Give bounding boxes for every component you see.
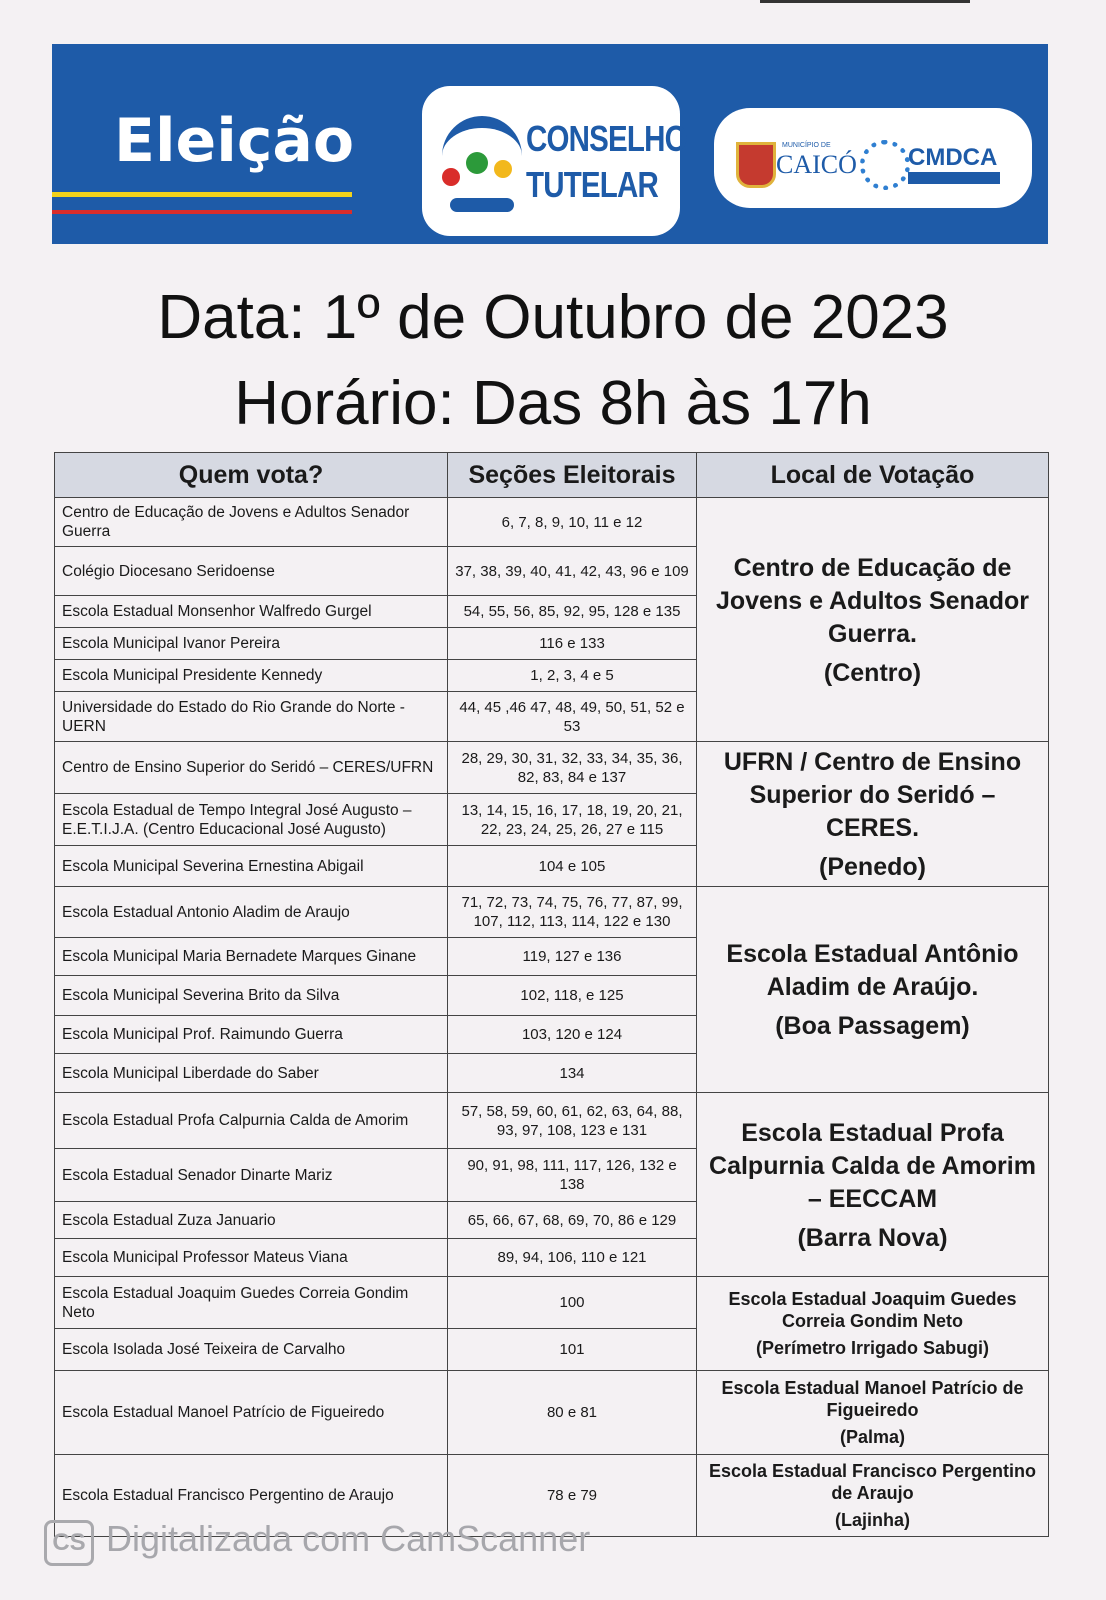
camscanner-badge-icon: CS (44, 1520, 94, 1566)
location-area: (Centro) (823, 658, 922, 687)
table-row (55, 1093, 1049, 1149)
camscanner-watermark (44, 1514, 684, 1568)
location-area: (Lajinha) (835, 1510, 910, 1530)
location-name: Escola Estadual Francisco Pergentino de Araujo (708, 1461, 1037, 1503)
who-cell: Escola Estadual Francisco Pergentino de Araujo (55, 1455, 448, 1537)
conselho-tutelar-logo (422, 86, 687, 236)
who-cell: Escola Municipal Prof. Raimundo Guerra (55, 1016, 448, 1054)
who-cell: Escola Estadual Monsenhor Walfredo Gurgel (55, 596, 448, 628)
sections-cell: 80 e 81 (448, 1371, 697, 1455)
who-cell: Centro de Educação de Jovens e Adultos Senador Guerra (55, 498, 448, 547)
who-cell: Centro de Ensino Superior do Seridó – CERES/UFRN (55, 742, 448, 794)
sections-cell: 103, 120 e 124 (448, 1016, 697, 1054)
cmdca-ring-icon (860, 140, 910, 190)
adult-figure-icon (466, 152, 488, 174)
child-figure-icon (442, 168, 460, 186)
table-row (55, 498, 1049, 547)
election-time: Horário: Das 8h às 17h (234, 369, 872, 438)
who-cell: Escola Isolada José Teixeira de Carvalho (55, 1329, 448, 1371)
who-cell: Escola Estadual Antonio Aladim de Araujo (55, 887, 448, 938)
caico-cmdca-logo (714, 108, 1032, 208)
who-cell: Escola Estadual de Tempo Integral José Augusto – E.E.T.I.J.A. (Centro Educacional José Augusto) (55, 794, 448, 846)
header-location: Local de Votação (697, 453, 1049, 498)
who-cell: Escola Municipal Severina Ernestina Abigail (55, 846, 448, 887)
sections-cell: 44, 45 ,46 47, 48, 49, 50, 51, 52 e 53 (448, 692, 697, 742)
table-row (55, 1277, 1049, 1329)
voting-table (54, 452, 1049, 1537)
location-name: UFRN / Centro de Ensino Superior do Seridó – CERES. (723, 748, 1022, 842)
sections-cell: 78 e 79 (448, 1455, 697, 1537)
location-name: Escola Estadual Manoel Patrício de Figueiredo (721, 1378, 1024, 1420)
sections-cell: 104 e 105 (448, 846, 697, 887)
sections-cell: 13, 14, 15, 16, 17, 18, 19, 20, 21, 22, 23, 24, 25, 26, 27 e 115 (448, 794, 697, 846)
election-date: Data: 1º de Outubro de 2023 (157, 283, 949, 352)
sections-cell: 1, 2, 3, 4 e 5 (448, 660, 697, 692)
header-who: Quem vota? (55, 453, 448, 498)
caico-crest-icon (736, 142, 776, 188)
sections-cell: 100 (448, 1277, 697, 1329)
location-name: Centro de Educação de Jovens e Adultos Senador Guerra. (715, 553, 1030, 648)
who-cell: Escola Estadual Joaquim Guedes Correia Gondim Neto (55, 1277, 448, 1329)
who-cell: Escola Municipal Ivanor Pereira (55, 628, 448, 660)
table-row (55, 742, 1049, 794)
banner-stripe-red (52, 210, 352, 214)
location-cell (697, 742, 1049, 887)
child-figure-icon (494, 160, 512, 178)
banner-title: Eleição (114, 106, 355, 176)
sections-cell: 28, 29, 30, 31, 32, 33, 34, 35, 36, 82, 83, 84 e 137 (448, 742, 697, 794)
city-sub-label: MUNICÍPIO DE (782, 142, 831, 149)
location-area: (Perímetro Irrigado Sabugi) (755, 1338, 990, 1358)
top-edge-line (760, 0, 970, 3)
location-cell (697, 498, 1049, 742)
header-sections: Seções Eleitorais (448, 453, 697, 498)
who-cell: Escola Estadual Profa Calpurnia Calda de Amorim (55, 1093, 448, 1149)
table-header-row (55, 453, 1049, 498)
table-row (55, 887, 1049, 938)
location-name: Escola Estadual Profa Calpurnia Calda de Amorim – EECCAM (709, 1118, 1036, 1213)
location-name: Escola Estadual Joaquim Guedes Correia Gondim Neto (728, 1289, 1017, 1331)
cmdca-bar (908, 172, 1000, 184)
location-cell (697, 1093, 1049, 1277)
who-cell: Escola Municipal Liberdade do Saber (55, 1054, 448, 1093)
watermark-text: Digitalizada com CamScanner (106, 1518, 591, 1559)
who-cell: Escola Municipal Severina Brito da Silva (55, 976, 448, 1016)
who-cell: Escola Estadual Manoel Patrício de Figueiredo (55, 1371, 448, 1455)
sections-cell: 101 (448, 1329, 697, 1371)
conselho-tutelar-text: CONSELHO TUTELAR (526, 118, 687, 205)
location-area: (Penedo) (819, 853, 926, 881)
sections-cell: 116 e 133 (448, 628, 697, 660)
sections-cell: 102, 118, e 125 (448, 976, 697, 1016)
who-cell: Escola Municipal Professor Mateus Viana (55, 1239, 448, 1277)
location-cell (697, 1455, 1049, 1537)
location-area: (Palma) (839, 1427, 906, 1447)
cmdca-label: CMDCA (908, 144, 998, 171)
location-name: Escola Estadual Antônio Aladim de Araújo. (726, 940, 1019, 1001)
sections-cell: 6, 7, 8, 9, 10, 11 e 12 (448, 498, 697, 547)
sections-cell: 90, 91, 98, 111, 117, 126, 132 e 138 (448, 1149, 697, 1202)
location-cell (697, 887, 1049, 1093)
location-area: (Barra Nova) (797, 1223, 948, 1252)
house-roof-icon (442, 116, 522, 158)
location-area: (Boa Passagem) (775, 1012, 970, 1040)
table-row (55, 1371, 1049, 1455)
sections-cell: 37, 38, 39, 40, 41, 42, 43, 96 e 109 (448, 547, 697, 596)
banner-stripe-yellow (52, 192, 352, 197)
sections-cell: 54, 55, 56, 85, 92, 95, 128 e 135 (448, 596, 697, 628)
who-cell: Escola Municipal Maria Bernadete Marques Ginane (55, 938, 448, 976)
sections-cell: 57, 58, 59, 60, 61, 62, 63, 64, 88, 93, 97, 108, 123 e 131 (448, 1093, 697, 1149)
election-banner (52, 44, 1048, 244)
sections-cell: 134 (448, 1054, 697, 1093)
location-cell (697, 1277, 1049, 1371)
sections-cell: 119, 127 e 136 (448, 938, 697, 976)
who-cell: Universidade do Estado do Rio Grande do Norte - UERN (55, 692, 448, 742)
location-cell (697, 1371, 1049, 1455)
who-cell: Colégio Diocesano Seridoense (55, 547, 448, 596)
base-shape-icon (450, 198, 514, 212)
who-cell: Escola Estadual Senador Dinarte Mariz (55, 1149, 448, 1202)
who-cell: Escola Estadual Zuza Januario (55, 1202, 448, 1239)
who-cell: Escola Municipal Presidente Kennedy (55, 660, 448, 692)
sections-cell: 89, 94, 106, 110 e 121 (448, 1239, 697, 1277)
city-name: CAICÓ (776, 150, 857, 179)
sections-cell: 65, 66, 67, 68, 69, 70, 86 e 129 (448, 1202, 697, 1239)
sections-cell: 71, 72, 73, 74, 75, 76, 77, 87, 99, 107, 112, 113, 114, 122 e 130 (448, 887, 697, 938)
